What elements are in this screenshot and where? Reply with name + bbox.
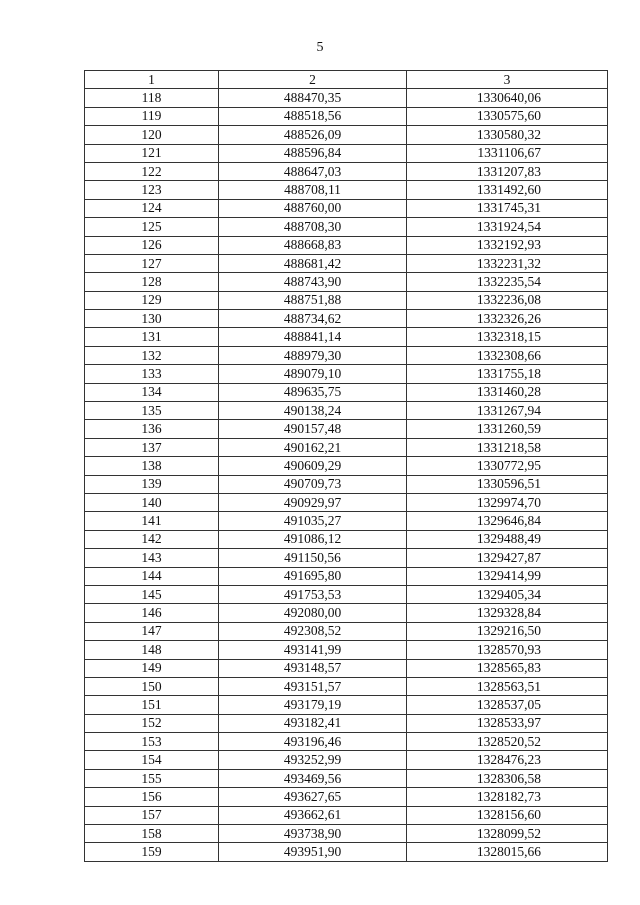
x-coordinate-cell: 490929,97 xyxy=(219,493,407,511)
point-number-cell: 119 xyxy=(85,107,219,125)
point-number-cell: 133 xyxy=(85,365,219,383)
x-coordinate-cell: 490709,73 xyxy=(219,475,407,493)
y-coordinate-cell: 1328156,60 xyxy=(407,806,608,824)
point-number-cell: 158 xyxy=(85,825,219,843)
point-number-cell: 149 xyxy=(85,659,219,677)
y-coordinate-cell: 1332318,15 xyxy=(407,328,608,346)
x-coordinate-cell: 493182,41 xyxy=(219,714,407,732)
y-coordinate-cell: 1331207,83 xyxy=(407,162,608,180)
point-number-cell: 124 xyxy=(85,199,219,217)
x-coordinate-cell: 493179,19 xyxy=(219,696,407,714)
page-number: 5 xyxy=(316,40,324,55)
point-number-cell: 128 xyxy=(85,273,219,291)
point-number-cell: 159 xyxy=(85,843,219,861)
table-row xyxy=(85,733,608,751)
x-coordinate-cell: 493662,61 xyxy=(219,806,407,824)
y-coordinate-cell: 1331460,28 xyxy=(407,383,608,401)
point-number-cell: 131 xyxy=(85,328,219,346)
table-row xyxy=(85,769,608,787)
point-number-cell: 142 xyxy=(85,530,219,548)
y-coordinate-cell: 1329414,99 xyxy=(407,567,608,585)
x-coordinate-cell: 488841,14 xyxy=(219,328,407,346)
x-coordinate-cell: 488751,88 xyxy=(219,291,407,309)
point-number-cell: 155 xyxy=(85,769,219,787)
point-number-cell: 152 xyxy=(85,714,219,732)
x-coordinate-cell: 488668,83 xyxy=(219,236,407,254)
y-coordinate-cell: 1328570,93 xyxy=(407,641,608,659)
x-coordinate-cell: 488743,90 xyxy=(219,273,407,291)
x-coordinate-cell: 492080,00 xyxy=(219,604,407,622)
point-number-cell: 151 xyxy=(85,696,219,714)
point-number-cell: 154 xyxy=(85,751,219,769)
x-coordinate-cell: 490162,21 xyxy=(219,438,407,456)
x-coordinate-cell: 493627,65 xyxy=(219,788,407,806)
table-header-row xyxy=(85,71,608,89)
y-coordinate-cell: 1330640,06 xyxy=(407,89,608,107)
point-number-cell: 139 xyxy=(85,475,219,493)
table-row xyxy=(85,641,608,659)
x-coordinate-cell: 491753,53 xyxy=(219,585,407,603)
table-row xyxy=(85,291,608,309)
y-coordinate-cell: 1328533,97 xyxy=(407,714,608,732)
table-row xyxy=(85,714,608,732)
x-coordinate-cell: 492308,52 xyxy=(219,622,407,640)
table-row xyxy=(85,89,608,107)
x-coordinate-cell: 488526,09 xyxy=(219,126,407,144)
table-row xyxy=(85,825,608,843)
column-header-point-number: 1 xyxy=(85,71,219,89)
point-number-cell: 120 xyxy=(85,126,219,144)
table-row xyxy=(85,806,608,824)
y-coordinate-cell: 1328015,66 xyxy=(407,843,608,861)
y-coordinate-cell: 1331924,54 xyxy=(407,218,608,236)
table-row xyxy=(85,310,608,328)
x-coordinate-cell: 489635,75 xyxy=(219,383,407,401)
x-coordinate-cell: 488708,11 xyxy=(219,181,407,199)
x-coordinate-cell: 491150,56 xyxy=(219,549,407,567)
x-coordinate-cell: 489079,10 xyxy=(219,365,407,383)
point-number-cell: 137 xyxy=(85,438,219,456)
x-coordinate-cell: 491695,80 xyxy=(219,567,407,585)
y-coordinate-cell: 1331260,59 xyxy=(407,420,608,438)
point-number-cell: 156 xyxy=(85,788,219,806)
y-coordinate-cell: 1329328,84 xyxy=(407,604,608,622)
y-coordinate-cell: 1328182,73 xyxy=(407,788,608,806)
table-row xyxy=(85,218,608,236)
y-coordinate-cell: 1329427,87 xyxy=(407,549,608,567)
table-row xyxy=(85,144,608,162)
table-row xyxy=(85,788,608,806)
point-number-cell: 150 xyxy=(85,677,219,695)
table-row xyxy=(85,475,608,493)
table-row xyxy=(85,162,608,180)
table-row xyxy=(85,107,608,125)
table-row xyxy=(85,659,608,677)
y-coordinate-cell: 1328565,83 xyxy=(407,659,608,677)
y-coordinate-cell: 1328537,05 xyxy=(407,696,608,714)
x-coordinate-cell: 491035,27 xyxy=(219,512,407,530)
y-coordinate-cell: 1328476,23 xyxy=(407,751,608,769)
table-row xyxy=(85,493,608,511)
y-coordinate-cell: 1332231,32 xyxy=(407,254,608,272)
point-number-cell: 145 xyxy=(85,585,219,603)
table-row xyxy=(85,383,608,401)
y-coordinate-cell: 1332192,93 xyxy=(407,236,608,254)
y-coordinate-cell: 1328099,52 xyxy=(407,825,608,843)
table-row xyxy=(85,236,608,254)
table-row xyxy=(85,622,608,640)
y-coordinate-cell: 1331106,67 xyxy=(407,144,608,162)
table-row xyxy=(85,843,608,861)
table-row xyxy=(85,328,608,346)
table-row xyxy=(85,677,608,695)
y-coordinate-cell: 1329974,70 xyxy=(407,493,608,511)
point-number-cell: 129 xyxy=(85,291,219,309)
y-coordinate-cell: 1328306,58 xyxy=(407,769,608,787)
point-number-cell: 144 xyxy=(85,567,219,585)
table-row xyxy=(85,126,608,144)
point-number-cell: 146 xyxy=(85,604,219,622)
point-number-cell: 135 xyxy=(85,402,219,420)
x-coordinate-cell: 493252,99 xyxy=(219,751,407,769)
x-coordinate-cell: 488734,62 xyxy=(219,310,407,328)
table-row xyxy=(85,512,608,530)
x-coordinate-cell: 493196,46 xyxy=(219,733,407,751)
point-number-cell: 148 xyxy=(85,641,219,659)
y-coordinate-cell: 1332236,08 xyxy=(407,291,608,309)
y-coordinate-cell: 1329488,49 xyxy=(407,530,608,548)
y-coordinate-cell: 1331492,60 xyxy=(407,181,608,199)
point-number-cell: 138 xyxy=(85,457,219,475)
x-coordinate-cell: 491086,12 xyxy=(219,530,407,548)
point-number-cell: 121 xyxy=(85,144,219,162)
table-row xyxy=(85,254,608,272)
table-row xyxy=(85,585,608,603)
x-coordinate-cell: 493148,57 xyxy=(219,659,407,677)
y-coordinate-cell: 1329216,50 xyxy=(407,622,608,640)
coordinates-table xyxy=(84,70,608,862)
point-number-cell: 118 xyxy=(85,89,219,107)
point-number-cell: 153 xyxy=(85,733,219,751)
table-row xyxy=(85,604,608,622)
y-coordinate-cell: 1331267,94 xyxy=(407,402,608,420)
table-row xyxy=(85,420,608,438)
y-coordinate-cell: 1330772,95 xyxy=(407,457,608,475)
y-coordinate-cell: 1331218,58 xyxy=(407,438,608,456)
y-coordinate-cell: 1330580,32 xyxy=(407,126,608,144)
x-coordinate-cell: 493141,99 xyxy=(219,641,407,659)
x-coordinate-cell: 488518,56 xyxy=(219,107,407,125)
column-header-x-coordinate: 2 xyxy=(219,71,407,89)
x-coordinate-cell: 488708,30 xyxy=(219,218,407,236)
y-coordinate-cell: 1329646,84 xyxy=(407,512,608,530)
point-number-cell: 147 xyxy=(85,622,219,640)
y-coordinate-cell: 1328520,52 xyxy=(407,733,608,751)
table-row xyxy=(85,181,608,199)
table-row xyxy=(85,199,608,217)
table-row xyxy=(85,751,608,769)
x-coordinate-cell: 490157,48 xyxy=(219,420,407,438)
table-row xyxy=(85,365,608,383)
y-coordinate-cell: 1332235,54 xyxy=(407,273,608,291)
y-coordinate-cell: 1330575,60 xyxy=(407,107,608,125)
x-coordinate-cell: 493738,90 xyxy=(219,825,407,843)
point-number-cell: 126 xyxy=(85,236,219,254)
x-coordinate-cell: 488470,35 xyxy=(219,89,407,107)
table-row xyxy=(85,567,608,585)
y-coordinate-cell: 1332326,26 xyxy=(407,310,608,328)
y-coordinate-cell: 1328563,51 xyxy=(407,677,608,695)
point-number-cell: 125 xyxy=(85,218,219,236)
x-coordinate-cell: 490609,29 xyxy=(219,457,407,475)
table-row xyxy=(85,530,608,548)
table-row xyxy=(85,438,608,456)
point-number-cell: 130 xyxy=(85,310,219,328)
x-coordinate-cell: 493469,56 xyxy=(219,769,407,787)
table-body xyxy=(85,89,608,861)
point-number-cell: 134 xyxy=(85,383,219,401)
x-coordinate-cell: 493151,57 xyxy=(219,677,407,695)
y-coordinate-cell: 1329405,34 xyxy=(407,585,608,603)
table-row xyxy=(85,402,608,420)
table-row xyxy=(85,549,608,567)
point-number-cell: 132 xyxy=(85,346,219,364)
table-row xyxy=(85,273,608,291)
table-row xyxy=(85,696,608,714)
y-coordinate-cell: 1330596,51 xyxy=(407,475,608,493)
point-number-cell: 123 xyxy=(85,181,219,199)
table-row xyxy=(85,457,608,475)
column-header-y-coordinate: 3 xyxy=(407,71,608,89)
x-coordinate-cell: 488760,00 xyxy=(219,199,407,217)
point-number-cell: 143 xyxy=(85,549,219,567)
x-coordinate-cell: 488647,03 xyxy=(219,162,407,180)
x-coordinate-cell: 490138,24 xyxy=(219,402,407,420)
point-number-cell: 122 xyxy=(85,162,219,180)
x-coordinate-cell: 488681,42 xyxy=(219,254,407,272)
x-coordinate-cell: 488596,84 xyxy=(219,144,407,162)
table-row xyxy=(85,346,608,364)
point-number-cell: 127 xyxy=(85,254,219,272)
y-coordinate-cell: 1331745,31 xyxy=(407,199,608,217)
y-coordinate-cell: 1331755,18 xyxy=(407,365,608,383)
point-number-cell: 136 xyxy=(85,420,219,438)
point-number-cell: 141 xyxy=(85,512,219,530)
x-coordinate-cell: 488979,30 xyxy=(219,346,407,364)
point-number-cell: 157 xyxy=(85,806,219,824)
y-coordinate-cell: 1332308,66 xyxy=(407,346,608,364)
x-coordinate-cell: 493951,90 xyxy=(219,843,407,861)
point-number-cell: 140 xyxy=(85,493,219,511)
